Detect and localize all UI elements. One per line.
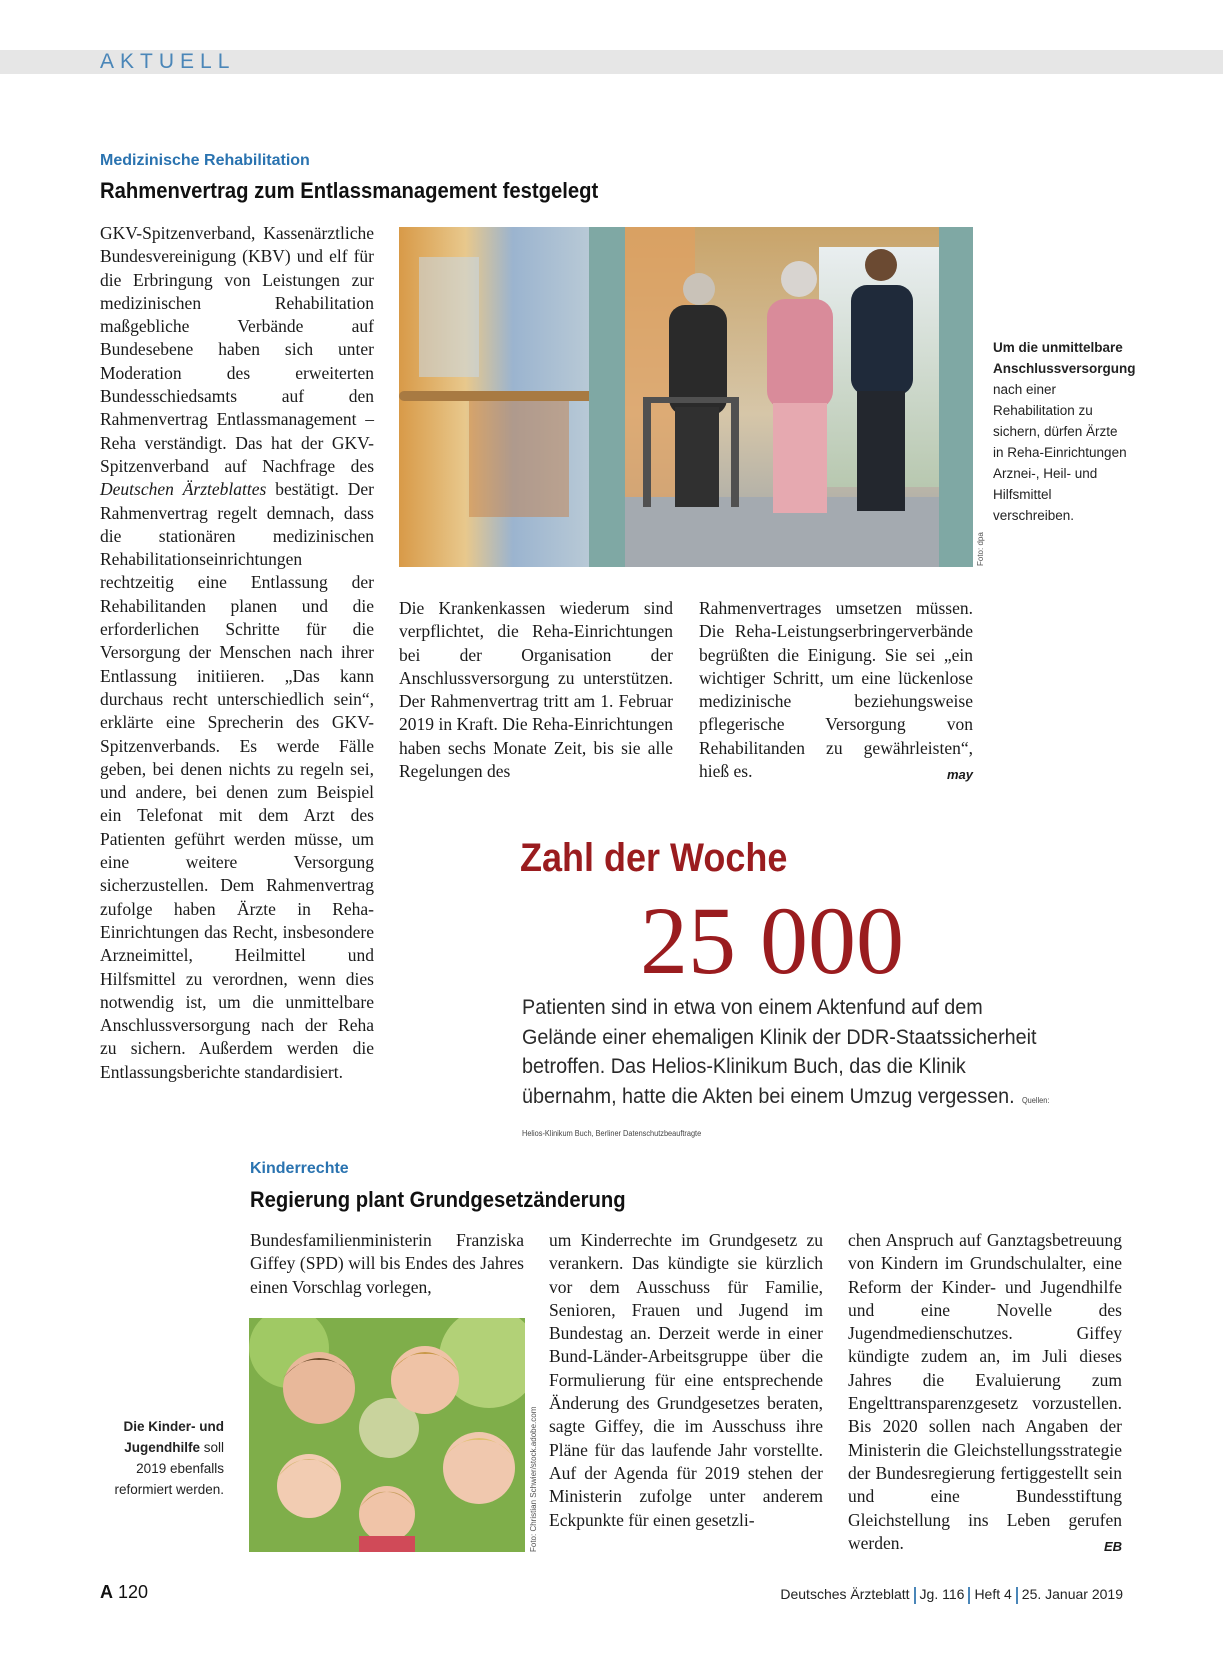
article1-title: Rahmenvertrag zum Entlassmanagement festgelegt [100, 178, 599, 203]
separator [1016, 1587, 1018, 1604]
number-of-week-text [522, 993, 1056, 1149]
article1-text-journal: Deutschen Ärzteblattes [100, 479, 267, 500]
journal-info [780, 1586, 1123, 1604]
article2-title: Regierung plant Grundgesetzänderung [250, 1187, 626, 1212]
number-of-week-value: 25 000 [640, 887, 904, 994]
rehab-caption-bold: Um die unmittelbare Anschlussversorgung [993, 340, 1136, 376]
article2-column-1: Bundesfamilienministerin Franziska Giffey (SPD) will bis Endes des Jahres einen Vorschlag vorlegen, [250, 1230, 524, 1297]
children-photo [249, 1318, 525, 1552]
journal-issue: Heft 4 [974, 1586, 1012, 1602]
rehab-caption-text: nach einer Rehabilitation zu sichern, dürfen Ärzte in Reha-Einrichtungen Arznei-, Heil- und Hilfsmittel verschreiben. [993, 382, 1127, 523]
article2-column-3 [848, 1229, 1122, 1558]
article1-column-3 [699, 597, 973, 786]
article2-kicker: Kinderrechte [250, 1160, 349, 1177]
article1-column-1 [100, 222, 374, 1084]
separator [968, 1587, 970, 1604]
journal-name: Deutsches Ärzteblatt [780, 1586, 910, 1602]
rehab-photo-image [399, 227, 973, 567]
rehab-photo [399, 227, 973, 567]
article2-text-c: chen Anspruch auf Ganztagsbetreuung von Kindern im Grundschulalter, eine Reform der Kinder- und Jugendhilfe und eine Novelle des Jugendmedienschutzes. Giffey kündigte zudem an, im Juli dieses Jahres die Evaluierung zum Engelttransparenzgesetz vorzustellen. Bis 2020 sollen nach Angaben der Ministerin die Gleichstellungsstrategie der Bundesregierung fertiggestellt sein und eine Bundesstiftung Gleichstellung ins Leben gerufen werden. [848, 1230, 1122, 1553]
number-of-week-title: Zahl der Woche [520, 836, 788, 880]
article1-signature: may [946, 767, 973, 783]
article1-column-2: Die Krankenkassen wiederum sind verpflichtet, die Reha-Einrichtungen bei der Organisation der Anschlussversorgung zu unterstützen. Der Rahmenvertrag tritt am 1. Februar 2019 in Kraft. Die Reha-Einrichtungen haben sechs Monate Zeit, bis sie alle Regelungen des [399, 598, 673, 782]
page-prefix: A [100, 1582, 113, 1602]
children-photo-caption [100, 1416, 224, 1500]
children-caption-bold: Die Kinder- und Jugendhilfe [123, 1419, 224, 1455]
separator [914, 1587, 916, 1604]
article1-text-b: bestätigt. Der Rahmenvertrag regelt demnach, dass die stationären medizinischen Rehabilitationseinrichtungen rechtzeitig eine Entlassung der Rehabilitanden planen und die erforderlichen Schritte für die Versorgung der Menschen nach ihrer Entlassung initiieren. „Das kann durchaus recht unterschiedlich sein“, erklärte eine Sprecherin des GKV-Spitzenverbands. Es werde Fälle geben, bei denen nichts zu regeln sei, und andere, bei denen zum Beispiel ein Telefonat mit dem Arzt des Patienten geführt werden müsse, um eine weitere Versorgung sicherzustellen. Dem Rahmenvertrag zufolge haben Ärzte in Reha-Einrichtungen das Recht, insbesondere Arzneimittel, Heilmittel und Hilfsmittel zu verordnen, wenn dies notwendig ist, um die unmittelbare Anschlussversorgung nach der Reha zu sichern. Außerdem werden die Entlassungsberichte standardisiert. [100, 479, 374, 1082]
rehab-photo-credit: Foto: dpa [976, 532, 985, 566]
page-number [100, 1582, 148, 1603]
article1-kicker: Medizinische Rehabilitation [100, 152, 310, 169]
page-number-value: 120 [118, 1582, 149, 1602]
children-photo-credit: Foto: Christian Schwier/stock.adobe.com [529, 1406, 538, 1552]
journal-date: 25. Januar 2019 [1021, 1586, 1123, 1602]
article2-column-2: um Kinderrechte im Grundgesetz zu verankern. Das kündigte sie kürzlich vor dem Ausschuss für Familie, Senioren, Frauen und Jugend im Bundestag an. Derzeit werde in einer Bund-Länder-Arbeitsgruppe über die Formulierung für eine entsprechende Änderung des Grundgesetzes beraten, sagte Giffey, die im Ausschuss ihre Pläne für das laufende Jahr vorstellte. Auf der Agenda für 2019 stehen der Ministerin zufolge unter anderem Eckpunkte für einen gesetzli- [549, 1230, 823, 1530]
article2-signature: EB [1103, 1538, 1122, 1554]
article1-text-c: Rahmenvertrages umsetzen müssen. Die Reha-Leistungserbringerverbände begrüßten die Einigung. Sie sei „ein wichtiger Schritt, um eine lückenlose medizinische beziehungsweise pflegerische Versorgung von Rehabilitanden zu gewährleisten“, hieß es. [699, 598, 973, 782]
journal-volume: Jg. 116 [919, 1586, 965, 1602]
rehab-photo-caption [993, 337, 1136, 526]
children-photo-image [249, 1318, 525, 1552]
section-label: AKTUELL [100, 50, 236, 73]
number-of-week-source: Quellen: Helios-Klinikum Buch, Berliner Datenschutzbeauftragte [522, 1095, 1050, 1138]
children-caption-text: soll 2019 ebenfalls reformiert werden. [114, 1440, 224, 1497]
article1-text-a: GKV-Spitzenverband, Kassenärztliche Bundesvereinigung (KBV) und elf für die Erbringung von Leistungen zur medizinischen Rehabilitation maßgebliche Verbände auf Bundesebene haben sich unter Moderation des erweiterten Bundesschiedsamts auf den Rahmenvertrag Entlassmanagement – Reha verständigt. Das hat der GKV-Spitzenverband auf Nachfrage des [100, 223, 374, 476]
number-of-week-description: Patienten sind in etwa von einem Aktenfund auf dem Gelände einer ehemaligen Klinik der DDR-Staatssicherheit betroffen. Das Helios-Klinikum Buch, das die Klinik übernahm, hatte die Akten bei einem Umzug vergessen. [522, 995, 1037, 1108]
